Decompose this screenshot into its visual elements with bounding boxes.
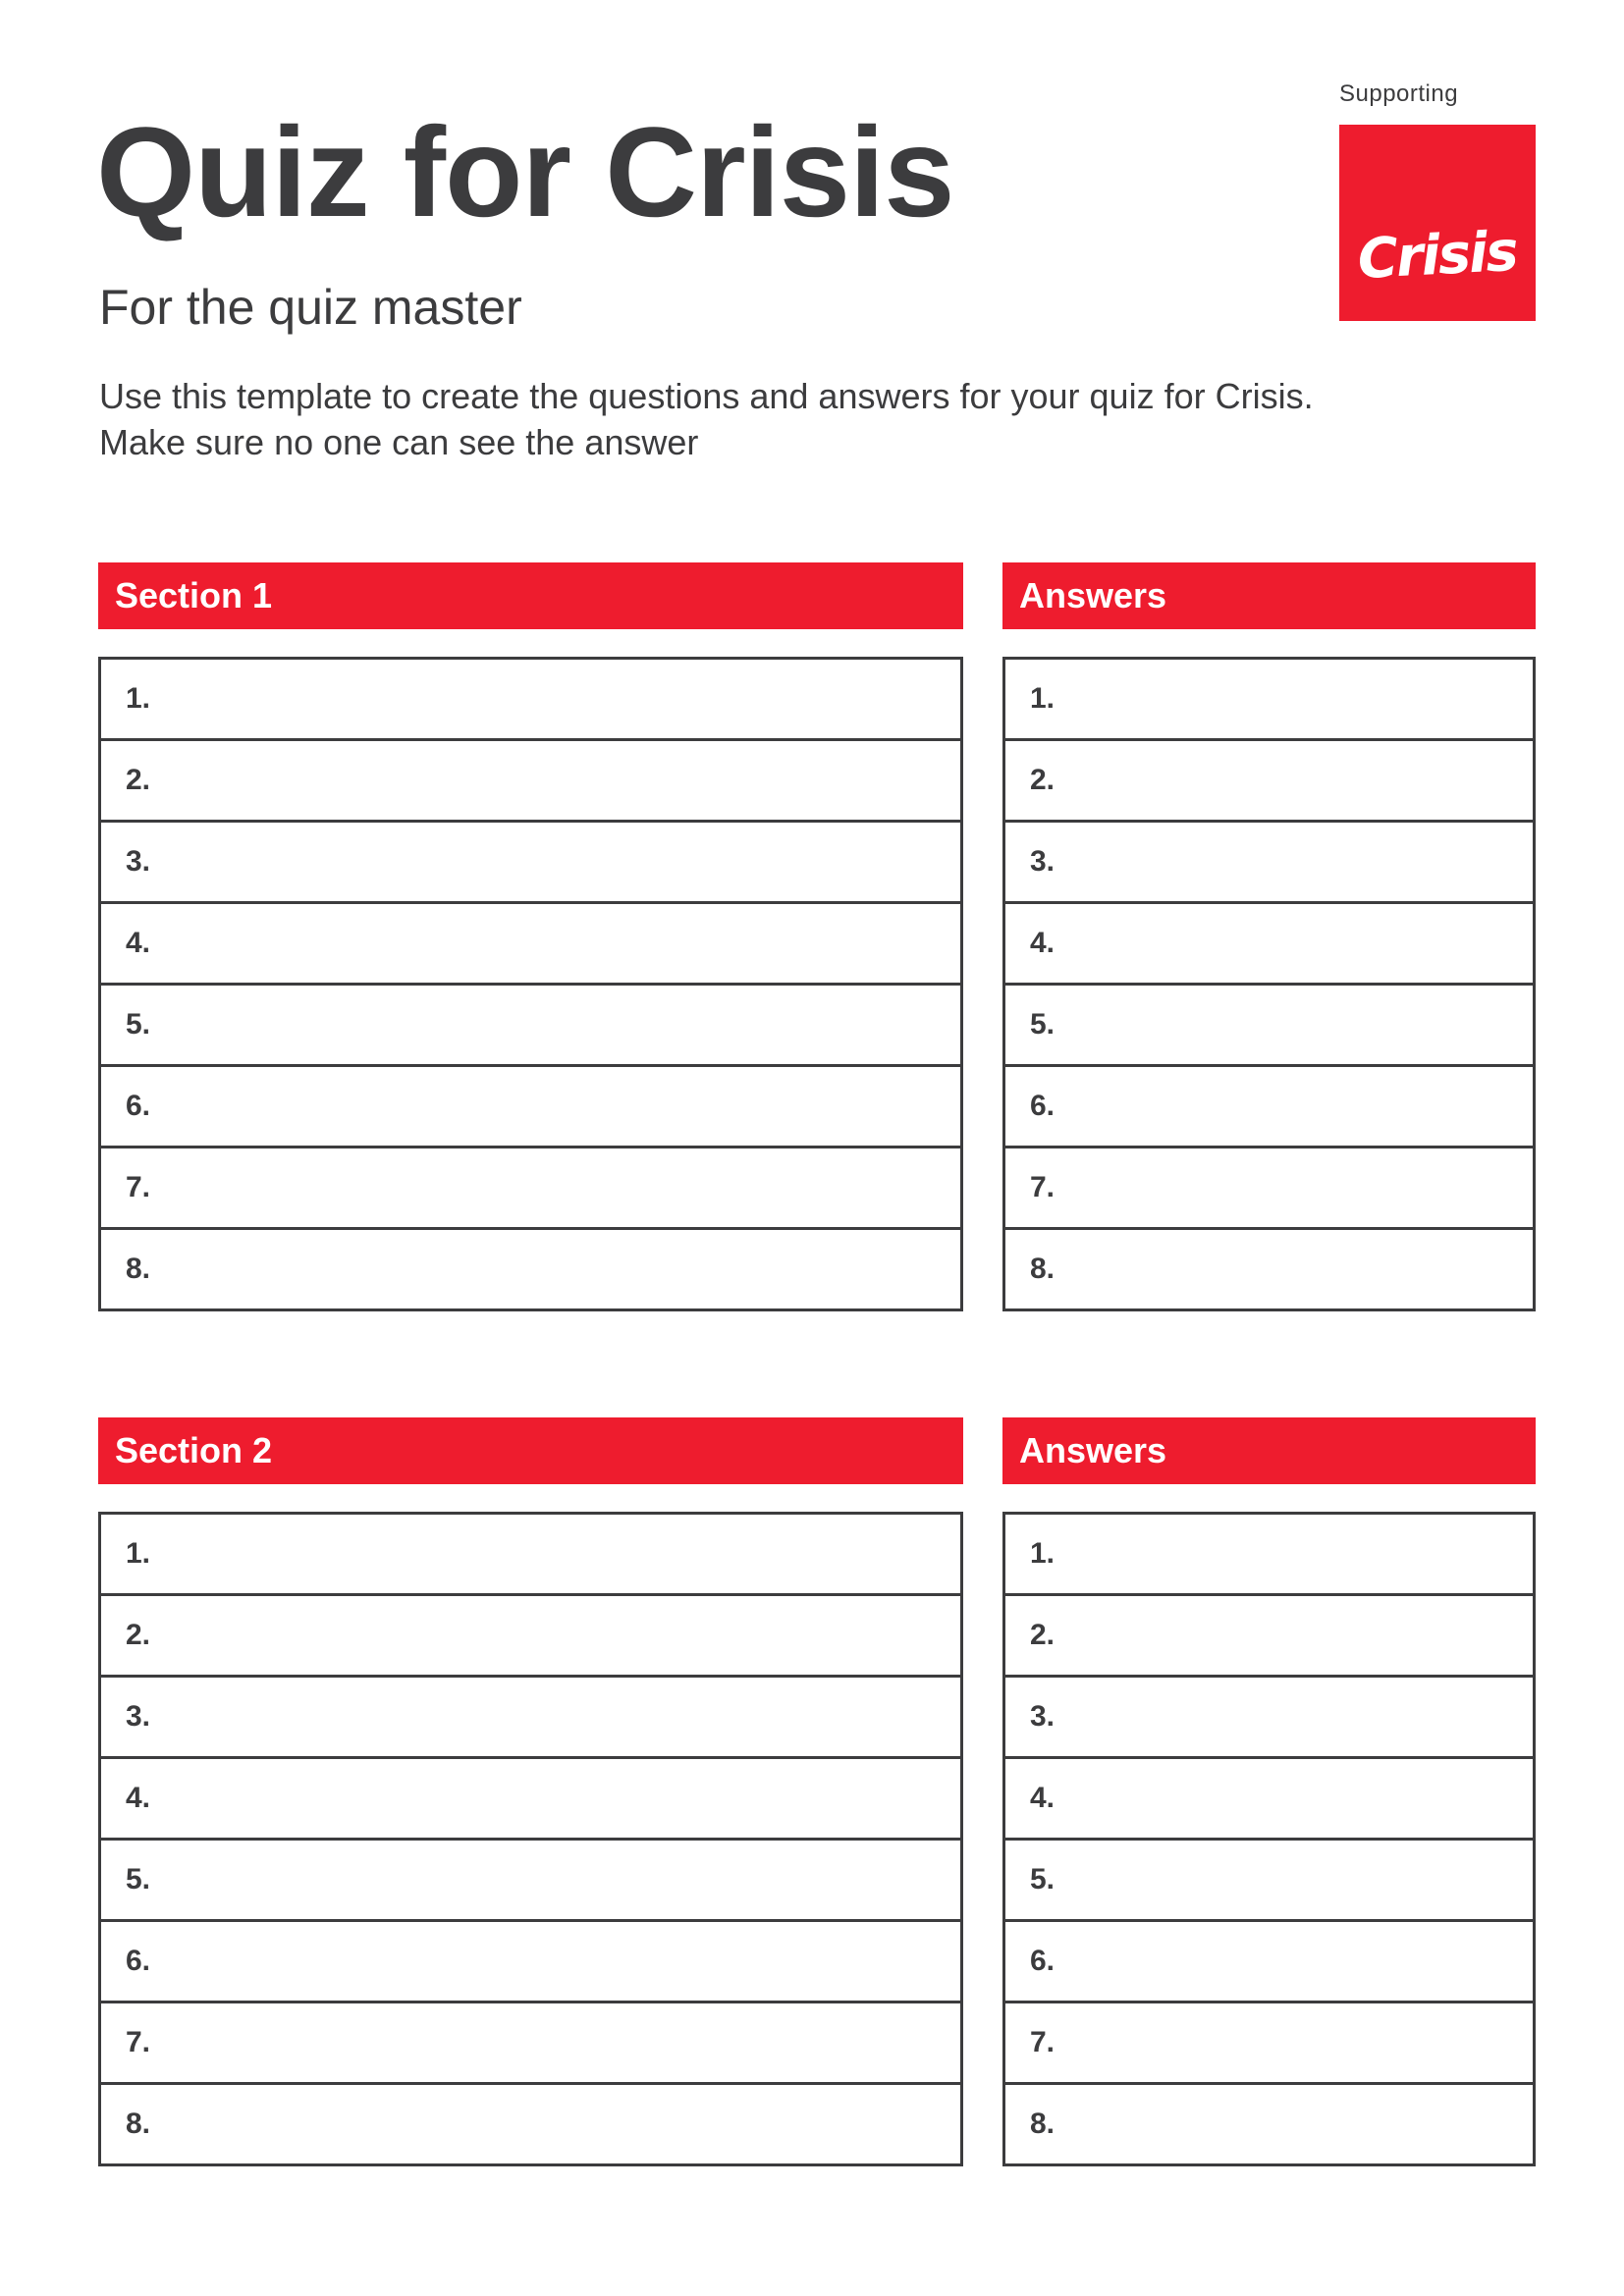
section-2-questions bbox=[98, 1417, 963, 2166]
question-row[interactable]: 4. bbox=[101, 904, 960, 986]
answer-row[interactable]: 2. bbox=[1005, 1596, 1533, 1678]
answer-row[interactable]: 3. bbox=[1005, 1678, 1533, 1759]
supporting-label: Supporting bbox=[1339, 80, 1459, 107]
section-1-answers-header: Answers bbox=[1002, 562, 1536, 629]
crisis-logo bbox=[1339, 125, 1536, 321]
question-row[interactable]: 4. bbox=[101, 1759, 960, 1841]
section-1-question-table bbox=[98, 657, 963, 1311]
question-row[interactable]: 8. bbox=[126, 2108, 151, 2140]
intro-line: Use this template to create the questions and answers for your quiz for Crisis. bbox=[99, 376, 1314, 416]
question-row[interactable]: 6. bbox=[101, 1922, 960, 2003]
svg-text:Crisis: Crisis bbox=[1356, 219, 1519, 293]
question-row[interactable]: 3. bbox=[101, 823, 960, 904]
section-2-answer-table bbox=[1002, 1512, 1536, 2166]
answer-row[interactable]: 3. bbox=[1005, 823, 1533, 904]
page-subtitle: For the quiz master bbox=[99, 280, 522, 335]
section-2-answers bbox=[1002, 1417, 1536, 2166]
answer-row[interactable]: 4. bbox=[1005, 904, 1533, 986]
question-row[interactable]: 7. bbox=[101, 1148, 960, 1230]
question-row[interactable]: 3. bbox=[101, 1678, 960, 1759]
section-1-header: Section 1 bbox=[98, 562, 963, 629]
section-1-answer-table bbox=[1002, 657, 1536, 1311]
section-2-question-table bbox=[98, 1512, 963, 2166]
section-2-answers-header: Answers bbox=[1002, 1417, 1536, 1484]
answer-row[interactable]: 5. bbox=[1005, 986, 1533, 1067]
answer-row[interactable]: 6. bbox=[1005, 1067, 1533, 1148]
answer-row[interactable]: 7. bbox=[1005, 2003, 1533, 2085]
intro-text bbox=[99, 373, 1552, 465]
question-row[interactable]: 5. bbox=[101, 986, 960, 1067]
answer-row[interactable]: 1. bbox=[1005, 660, 1533, 741]
question-row[interactable]: 1. bbox=[101, 660, 960, 741]
section-2-header: Section 2 bbox=[98, 1417, 963, 1484]
answer-row[interactable]: 1. bbox=[1005, 1515, 1533, 1596]
section-1-questions bbox=[98, 562, 963, 1311]
question-row[interactable]: 2. bbox=[101, 1596, 960, 1678]
question-row[interactable]: 8. bbox=[126, 1253, 151, 1285]
answer-row[interactable]: 6. bbox=[1005, 1922, 1533, 2003]
intro-line: Make sure no one can see the answer bbox=[99, 422, 699, 462]
question-row[interactable]: 7. bbox=[101, 2003, 960, 2085]
page-title: Quiz for Crisis bbox=[96, 100, 954, 243]
answer-row[interactable]: 8. bbox=[1030, 1253, 1056, 1285]
answer-row[interactable]: 4. bbox=[1005, 1759, 1533, 1841]
answer-row[interactable]: 7. bbox=[1005, 1148, 1533, 1230]
answer-row[interactable]: 2. bbox=[1005, 741, 1533, 823]
answer-row[interactable]: 5. bbox=[1005, 1841, 1533, 1922]
section-1-answers bbox=[1002, 562, 1536, 1311]
crisis-logo-icon bbox=[1339, 125, 1536, 321]
question-row[interactable]: 5. bbox=[101, 1841, 960, 1922]
answer-row[interactable]: 8. bbox=[1030, 2108, 1056, 2140]
question-row[interactable]: 2. bbox=[101, 741, 960, 823]
question-row[interactable]: 1. bbox=[101, 1515, 960, 1596]
question-row[interactable]: 6. bbox=[101, 1067, 960, 1148]
